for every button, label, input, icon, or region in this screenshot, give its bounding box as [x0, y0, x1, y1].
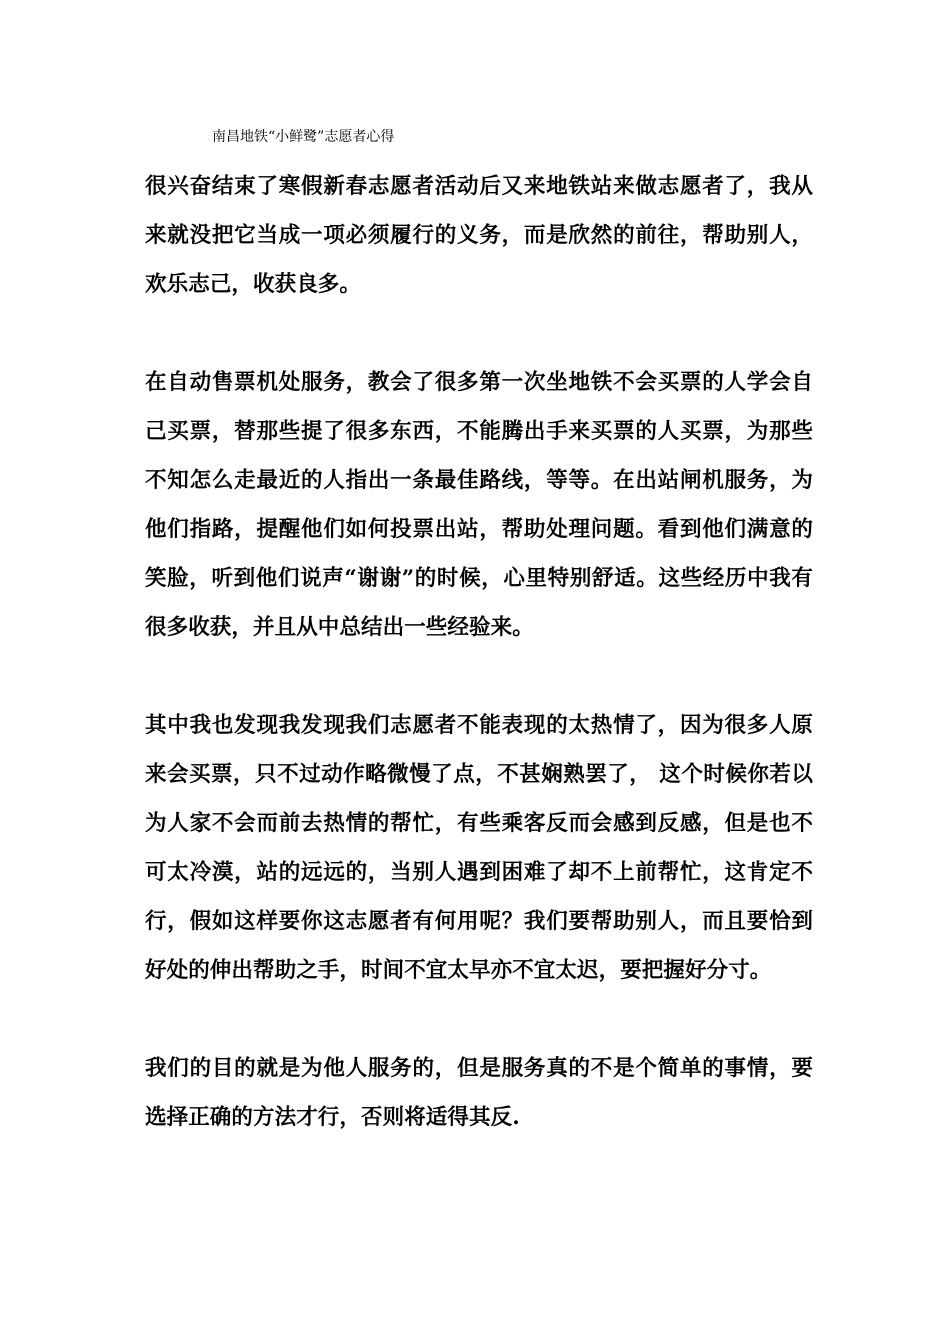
document-body [145, 162, 813, 1191]
paragraph-2: 在自动售票机处服务，教会了很多第一次坐地铁不会买票的人学会自己买票，替那些提了很多东西，不能腾出手来买票的人买票，为那些不知怎么走最近的人指出一条最佳路线，等等。在出站闸机服务，为他们指路，提醒他们如何投票出站，帮助处理问题。看到他们满意的笑脸，听到他们说声“谢谢”的时候，心里特别舒适。这些经历中我有很多收获，并且从中总结出一些经验来。 [145, 370, 813, 640]
paragraph-4: 我们的目的就是为他人服务的，但是服务真的不是个简单的事情，要选择正确的方法才行，否则将适得其反. [145, 1056, 813, 1130]
paragraph-1: 很兴奋结束了寒假新春志愿者活动后又来地铁站来做志愿者了，我从来就没把它当成一项必须履行的义务，而是欣然的前往，帮助别人，欢乐志己，收获良多。 [145, 174, 813, 297]
document-title: 南昌地铁“小鲜鹭”志愿者心得 [212, 129, 395, 145]
paragraph-3: 其中我也发现我发现我们志愿者不能表现的太热情了，因为很多人原来会买票，只不过动作略微慢了点，不甚娴熟罢了， 这个时候你若以为人家不会而前去热情的帮忙，有些乘客反而会感到反感，但是也不可太冷漠，站的远远的，当别人遇到困难了却不上前帮忙，这肯定不行，假如这样要你这志愿者有何用呢？我们要帮助别人，而且要恰到好处的伸出帮助之手，时间不宜太早亦不宜太迟，要把握好分寸。 [145, 713, 813, 983]
